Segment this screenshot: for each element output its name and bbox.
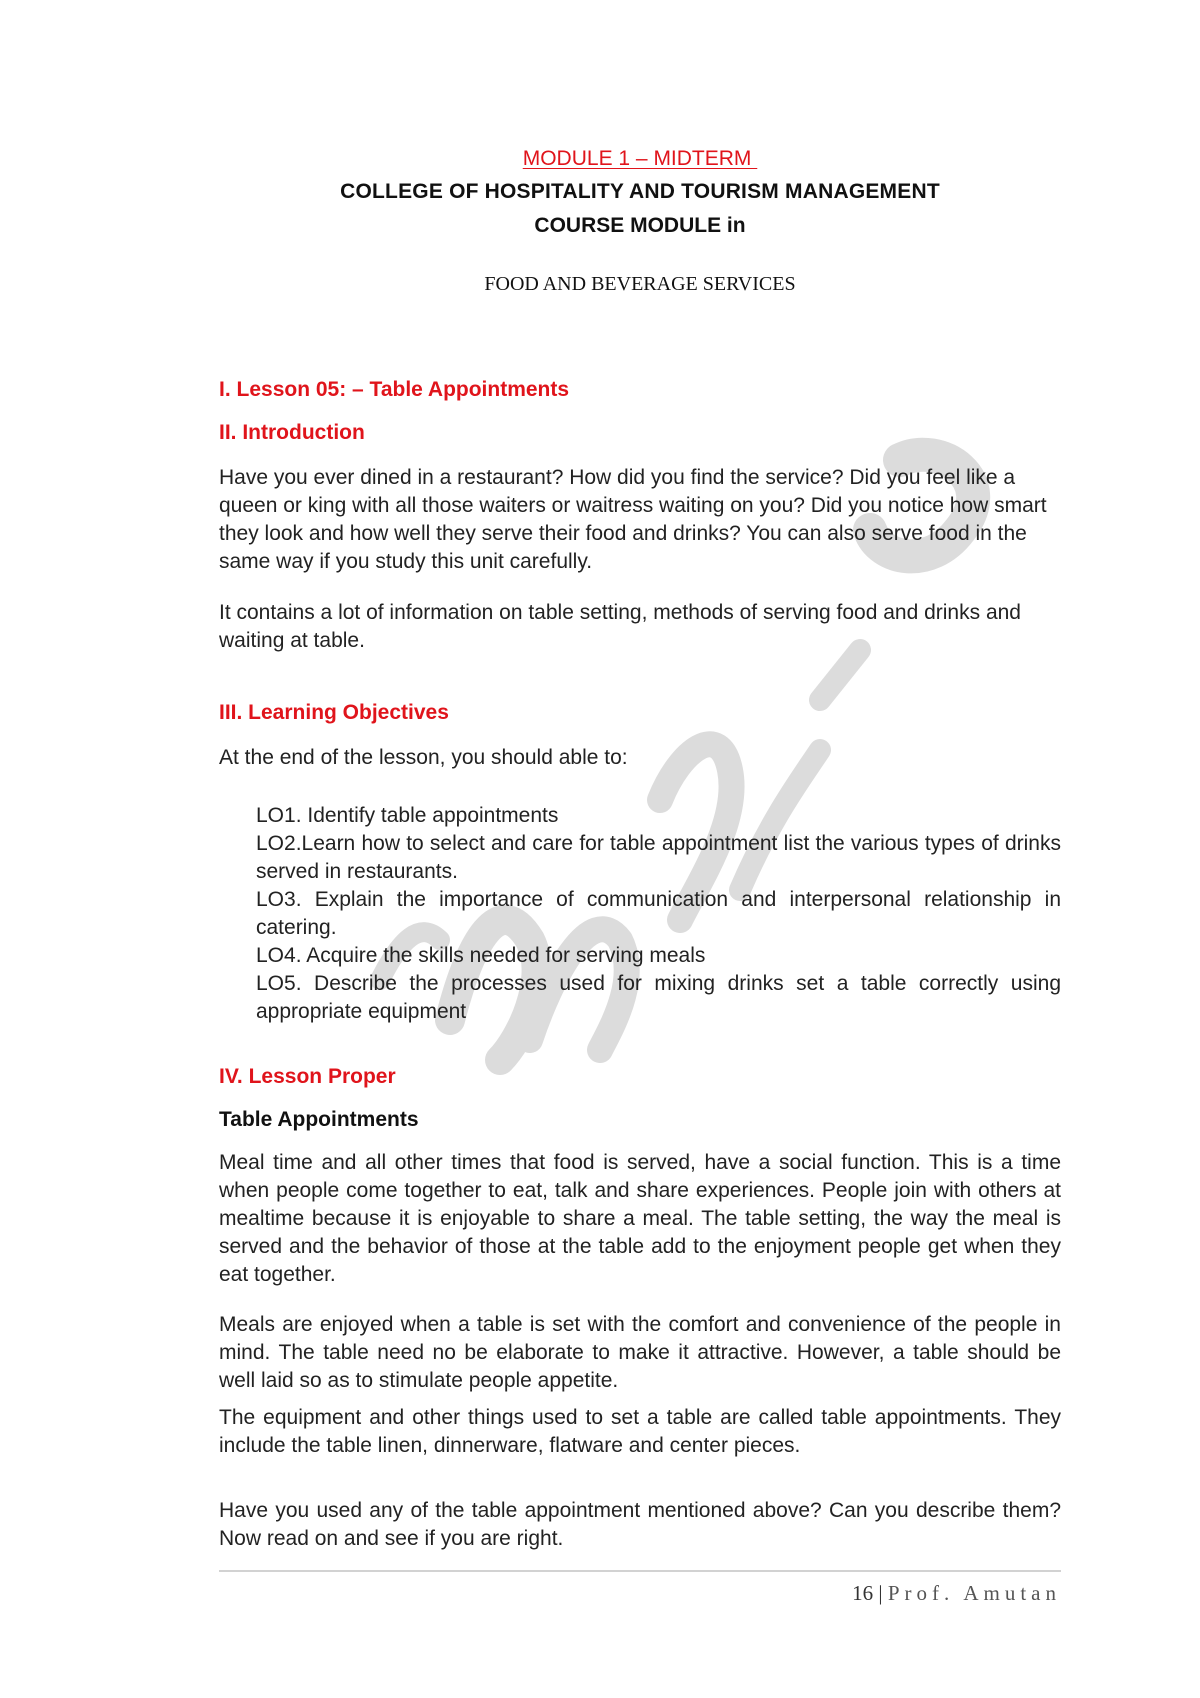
footer-separator: | xyxy=(873,1581,888,1605)
introduction-heading: II. Introduction xyxy=(219,421,365,444)
objective-item: LO3. Explain the importance of communication and interpersonal relationship in catering. xyxy=(256,888,1061,939)
table-appointments-subheading: Table Appointments xyxy=(219,1108,419,1131)
page-number: 16 xyxy=(852,1581,874,1605)
subject-title: FOOD AND BEVERAGE SERVICES xyxy=(484,273,796,295)
objective-item: LO5. Describe the processes used for mixing drinks set a table correctly using appropriate equipment xyxy=(256,972,1061,1023)
objective-item: LO1. Identify table appointments xyxy=(256,804,559,827)
lesson-paragraph-2: Meals are enjoyed when a table is set with the comfort and convenience of the people in mind. The table need no be elaborate to make it attractive. However, a table should be well laid so as to stimulate people appetite. xyxy=(219,1313,1061,1392)
module-title: MODULE 1 – MIDTERM xyxy=(522,147,758,170)
objective-item: LO2.Learn how to select and care for table appointment list the various types of drinks served in restaurants. xyxy=(256,832,1061,883)
lesson-title: I. Lesson 05: – Table Appointments xyxy=(219,378,570,401)
intro-paragraph-1: Have you ever dined in a restaurant? How did you find the service? Did you feel like a queen or king with all those waiters or waitress waiting on you? Did you notice how smart they look and how well they serve their food and drinks? You can also serve food in the same way if you study this unit carefully. xyxy=(219,466,1047,573)
intro-paragraph-2: It contains a lot of information on table setting, methods of serving food and drinks and waiting at table. xyxy=(219,601,1021,652)
lesson-proper-heading: IV. Lesson Proper xyxy=(219,1065,396,1088)
footer-divider xyxy=(219,1570,1061,1572)
objective-item: LO4. Acquire the skills needed for serving meals xyxy=(256,944,706,967)
objectives-heading: III. Learning Objectives xyxy=(219,701,449,724)
author-name: Prof. Amutan xyxy=(887,1581,1061,1605)
course-module-label: COURSE MODULE in xyxy=(534,214,746,237)
lesson-paragraph-3: The equipment and other things used to set a table are called table appointments. They include the table linen, dinnerware, flatware and center pieces. xyxy=(219,1406,1061,1457)
college-name: COLLEGE OF HOSPITALITY AND TOURISM MANAGEMENT xyxy=(340,180,940,203)
page-footer xyxy=(219,1581,1061,1606)
objectives-intro: At the end of the lesson, you should able to: xyxy=(219,746,628,769)
objectives-list xyxy=(256,802,1061,1026)
lesson-paragraph-1: Meal time and all other times that food is served, have a social function. This is a time when people come together to eat, talk and share experiences. People join with others at mealtime because it is enjoyable to share a meal. The table setting, the way the meal is served and the behavior of those at the table add to the enjoyment people get when they eat together. xyxy=(219,1151,1061,1286)
lesson-paragraph-4: Have you used any of the table appointment mentioned above? Can you describe them? Now read on and see if you are right. xyxy=(219,1499,1061,1550)
